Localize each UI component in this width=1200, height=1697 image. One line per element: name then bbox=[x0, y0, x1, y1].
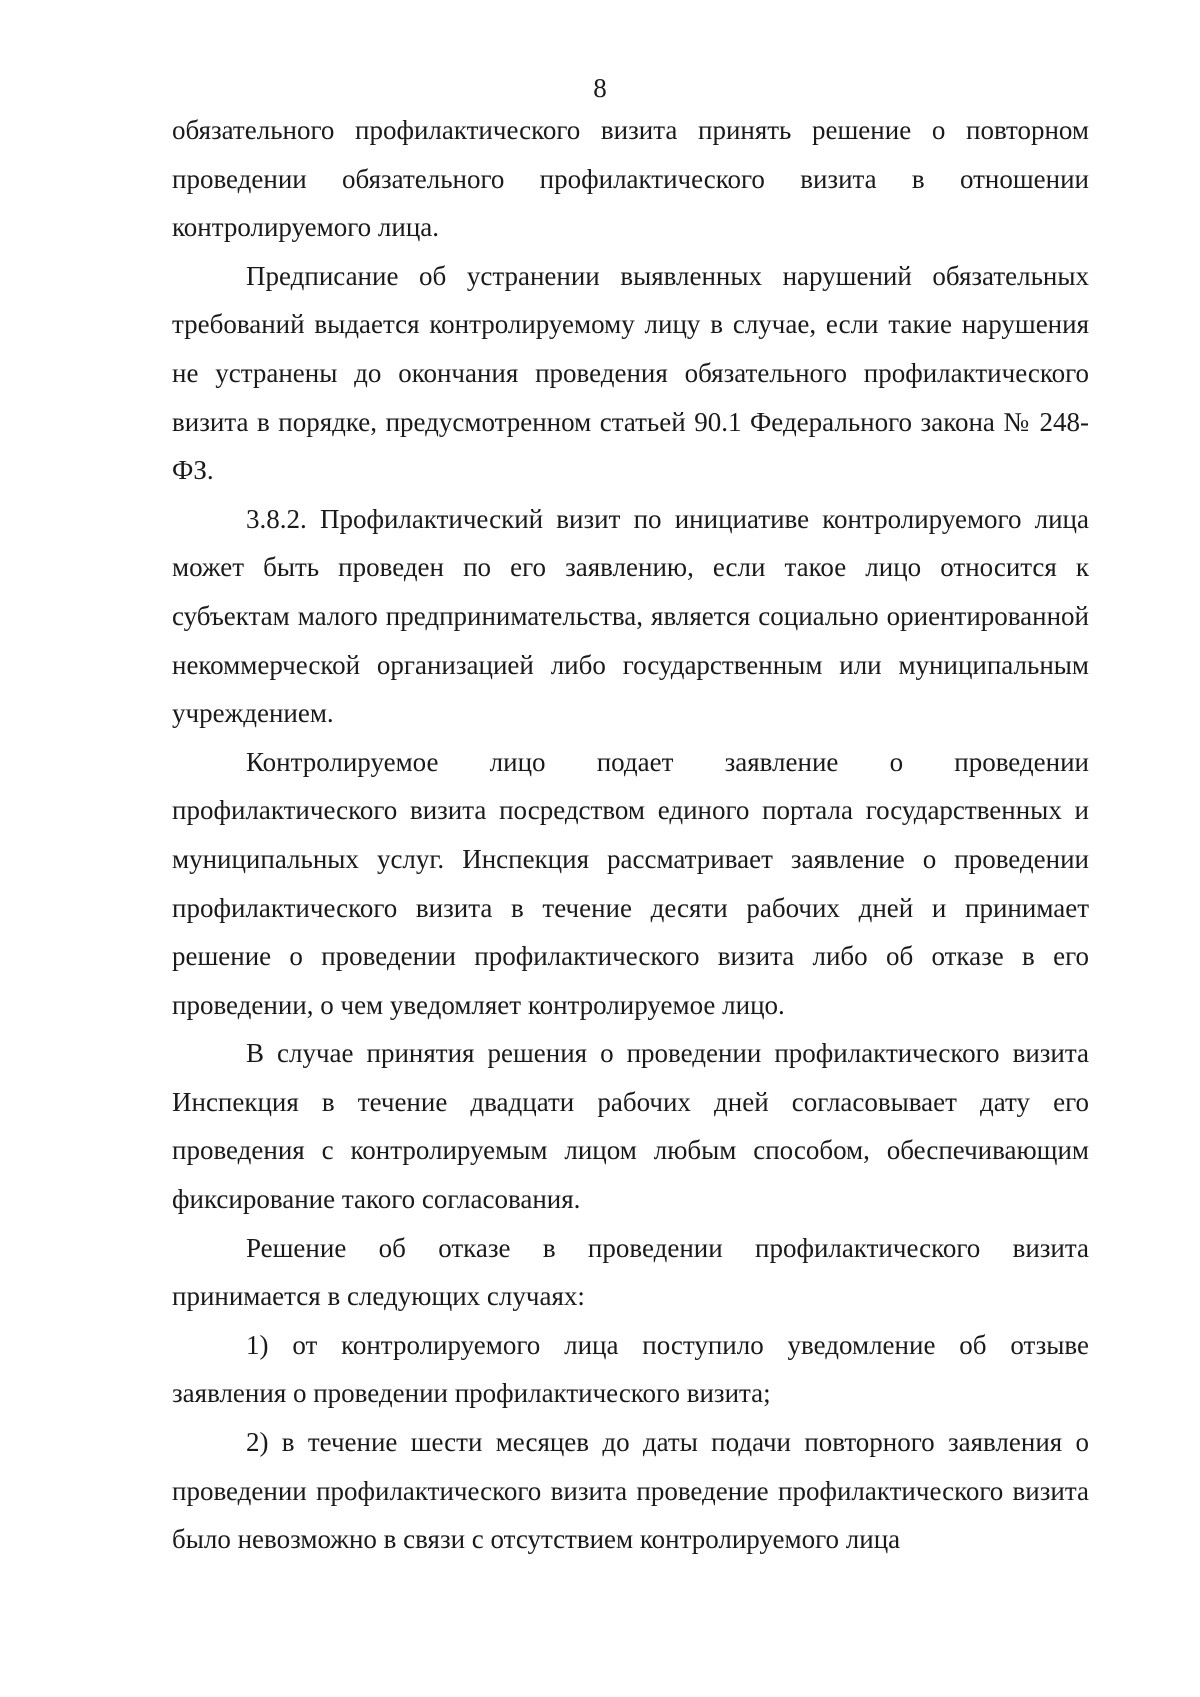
document-body bbox=[172, 106, 1089, 1564]
paragraph-section-3-8-2: 3.8.2. Профилактический визит по инициативе контролируемого лица может быть проведен по его заявлению, если такое лицо относится к субъектам малого предпринимательства, является социально ориентированной некоммерческой организацией либо государственным или муниципальным учреждением. bbox=[172, 503, 1089, 729]
list-item: 2) в течение шести месяцев до даты подачи повторного заявления о проведении профилактического визита проведение профилактического визита было невозможно в связи с отсутствием контролируемого лица bbox=[172, 1427, 1089, 1555]
paragraph: Решение об отказе в проведении профилактического визита принимается в следующих случаях: bbox=[172, 1232, 1089, 1312]
paragraph: В случае принятия решения о проведении профилактического визита Инспекция в течение двадцати рабочих дней согласовывает дату его проведения с контролируемым лицом любым способом, обеспечивающим фиксирование такого согласования. bbox=[172, 1038, 1089, 1215]
paragraph-continuation: обязательного профилактического визита принять решение о повторном проведении обязательного профилактического визита в отношении контролируемого лица. bbox=[172, 115, 1089, 243]
paragraph: Контролируемое лицо подает заявление о проведении профилактического визита посредством единого портала государственных и муниципальных услуг. Инспекция рассматривает заявление о проведении профилактического визита в течение десяти рабочих дней и принимает решение о проведении профилактического визита либо об отказе в его проведении, о чем уведомляет контролируемое лицо. bbox=[172, 746, 1089, 1020]
list-item: 1) от контролируемого лица поступило уведомление об отзыве заявления о проведении профилактического визита; bbox=[172, 1329, 1089, 1409]
paragraph: Предписание об устранении выявленных нарушений обязательных требований выдается контролируемому лицу в случае, если такие нарушения не устранены до окончания проведения обязательного профилактического визита в порядке, предусмотренном статьей 90.1 Федерального закона № 248-ФЗ. bbox=[172, 260, 1089, 486]
page-number: 8 bbox=[593, 73, 607, 103]
